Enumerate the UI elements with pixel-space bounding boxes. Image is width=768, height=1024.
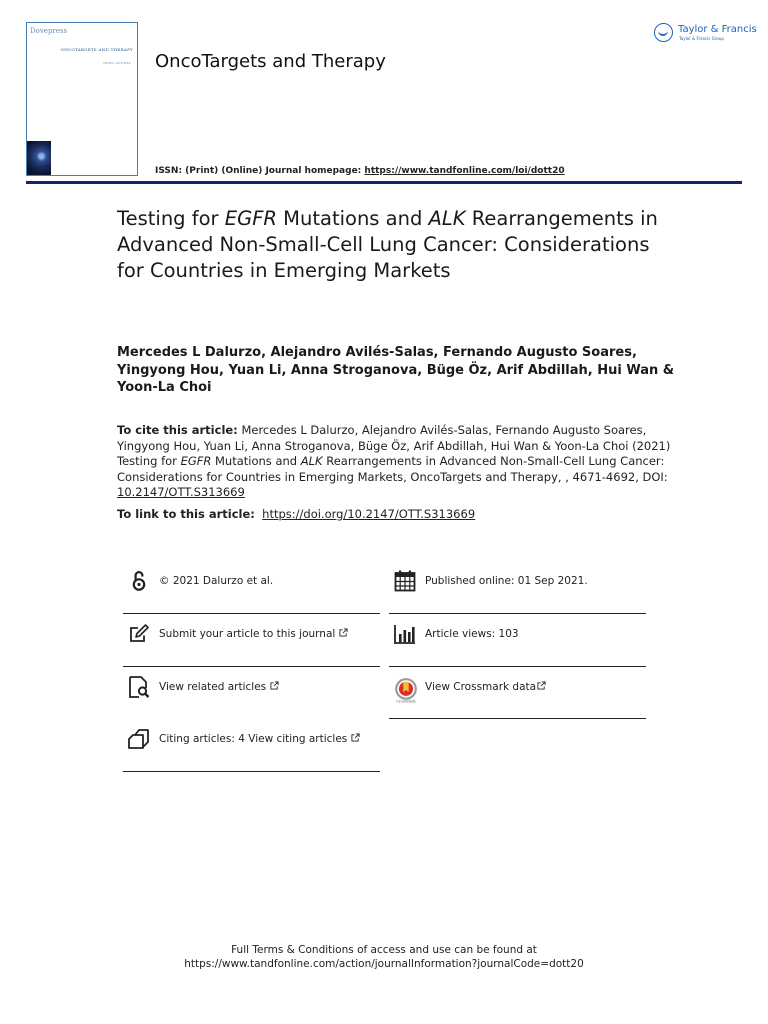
header-rule [26,181,742,184]
footer-terms: Full Terms & Conditions of access and use can be found at [231,944,537,956]
citation-text-2: Mutations and [211,454,301,468]
crossmark-logo-text: CrossMark [396,699,416,704]
issn-line [155,166,565,176]
related-link[interactable] [159,681,279,693]
citing-label: Citing articles: 4 View citing articles [159,733,348,745]
crossmark-label: View Crossmark data [425,681,537,693]
citing-link[interactable] [159,733,360,745]
publisher-group: Taylor & Francis Group [679,36,724,41]
taylor-francis-icon [654,23,673,42]
title-text-3: Rearrangements in Advanced Non-Small-Cell Lung Cancer: Considerations for Countries in Emerging Markets [117,207,658,282]
journal-homepage-link[interactable]: https://www.tandfonline.com/loi/dott20 [364,166,565,176]
title-text-1: Testing for [117,207,225,230]
crossmark-link[interactable] [425,681,546,693]
citation-text-1: Mercedes L Dalurzo, Alejandro Avilés-Salas, Fernando Augusto Soares, Yingyong Hou, Yuan Li, Anna Stroganova, Büge Öz, Arif Abdillah, Hui Wan & Yoon-La Choi (2021) Testing for [117,423,671,468]
publisher-name: Taylor & Francis [678,24,757,35]
cover-open-access: OPEN ACCESS [103,61,131,65]
doi-link[interactable]: 10.2147/OTT.S313669 [117,485,245,499]
article-link-line [117,507,475,521]
title-gene-alk: ALK [428,207,466,230]
citing-articles-icon [127,727,151,751]
published-text: Published online: 01 Sep 2021. [425,575,588,587]
citation [117,423,677,501]
footer [0,943,768,971]
search-document-icon [127,675,151,699]
footer-url[interactable]: https://www.tandfonline.com/action/journalInformation?journalCode=dott20 [184,958,584,970]
divider [389,718,646,719]
article-link-label: To link to this article: [117,507,255,521]
citation-text-3: Rearrangements in Advanced Non-Small-Cell Lung Cancer: Considerations for Countries in Emerging Markets, OncoTargets and Therapy, , 4671-4692, DOI: [117,454,668,484]
external-link-icon [270,681,279,690]
divider [123,613,380,614]
divider [123,771,380,772]
cover-journal-title: ONCOTARGETS AND THERAPY [60,47,133,52]
submit-link[interactable] [159,628,348,640]
submit-label: Submit your article to this journal [159,628,336,640]
article-title [117,206,677,284]
citation-gene-egfr: EGFR [180,454,212,468]
views-text: Article views: 103 [425,628,519,640]
journal-name[interactable]: OncoTargets and Therapy [155,51,386,72]
cover-brand [30,26,67,35]
bar-chart-icon [393,622,417,646]
external-link-icon [351,733,360,742]
divider [389,666,646,667]
crossmark-cell[interactable] [389,675,646,727]
divider [389,613,646,614]
copyright-text: © 2021 Dalurzo et al. [159,575,274,587]
journal-cover [26,22,138,176]
cover-brand-name: Dove [30,27,48,35]
related-cell[interactable] [123,675,380,727]
open-access-icon [127,569,151,593]
title-text-2: Mutations and [276,207,429,230]
issn-label: ISSN: (Print) (Online) Journal homepage: [155,166,362,176]
citation-gene-alk: ALK [300,454,323,468]
related-label: View related articles [159,681,267,693]
citation-label: To cite this article: [117,423,238,437]
divider [123,666,380,667]
cover-image [27,141,51,175]
title-gene-egfr: EGFR [224,207,277,230]
edit-icon [127,622,151,646]
cover-brand-suffix: press [47,27,68,35]
external-link-icon [339,628,348,637]
crossmark-icon [393,675,419,705]
article-link[interactable]: https://doi.org/10.2147/OTT.S313669 [262,507,476,521]
authors: Mercedes L Dalurzo, Alejandro Avilés-Salas, Fernando Augusto Soares, Yingyong Hou, Yuan Li, Anna Stroganova, Büge Öz, Arif Abdillah, Hui Wan & Yoon-La Choi [117,345,675,395]
calendar-icon [393,569,417,593]
external-link-icon [537,681,546,690]
